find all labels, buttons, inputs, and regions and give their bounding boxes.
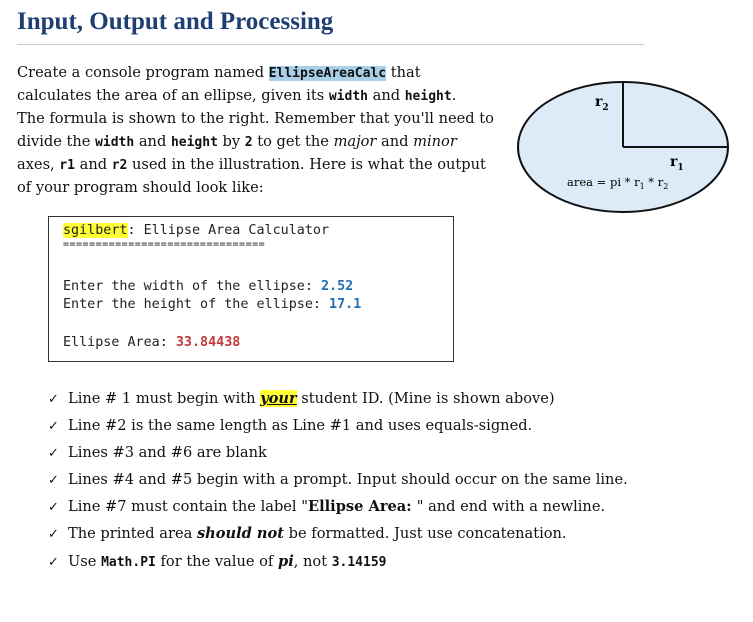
requirements-list <box>48 388 628 578</box>
list-item: ✓ Line # 1 must begin with your student ID. (Mine is shown above) <box>48 388 628 415</box>
checkmark-icon: ✓ <box>48 446 59 462</box>
list-item: ✓ Lines #4 and #5 begin with a prompt. Input should occur on the same line. <box>48 469 628 496</box>
list-item: ✓ Line #7 must contain the label "Ellipse Area: " and end with a newline. <box>48 496 628 523</box>
area-formula: area = pi * $r_1 * r_2$ <box>567 175 669 191</box>
intro-paragraph <box>17 62 513 199</box>
area-output-value: 33.84438 <box>175 335 241 350</box>
checkmark-icon: ✓ <box>48 419 59 435</box>
height-keyword: height <box>404 89 452 105</box>
checkmark-icon: ✓ <box>48 500 59 516</box>
console-line-2: =============================== <box>63 239 266 250</box>
console-line-5: Enter the height of the ellipse: 17.1 <box>63 297 362 312</box>
label-r2: $r_2$ <box>595 94 609 113</box>
console-line-1: sgilbert: Ellipse Area Calculator <box>63 223 330 238</box>
intro-line-6: of your program should look like: <box>17 179 264 197</box>
label-r1: $r_1$ <box>670 154 684 173</box>
intro-line-1: Create a console program named EllipseAreaCalc that <box>17 64 421 81</box>
list-item: ✓ Use Math.PI for the value of pi, not 3.14159 <box>48 551 628 578</box>
height-input-value: 17.1 <box>329 297 362 312</box>
list-item: ✓ Line #2 is the same length as Line #1 and uses equals-signed. <box>48 415 628 442</box>
checkmark-icon: ✓ <box>48 392 59 407</box>
list-item: ✓ The printed area should not be formatted. Just use concatenation. <box>48 523 628 550</box>
ellipse-diagram <box>515 40 747 216</box>
intro-line-3: The formula is shown to the right. Remember that you'll need to <box>17 110 494 128</box>
page-title: Input, Output and Processing <box>17 8 334 35</box>
width-keyword: width <box>328 89 368 105</box>
intro-line-5: axes, r1 and r2 used in the illustration. Here is what the output <box>17 155 486 173</box>
checkmark-icon: ✓ <box>48 554 59 570</box>
student-id: sgilbert <box>63 223 128 238</box>
checkmark-icon: ✓ <box>48 527 59 543</box>
width-input-value: 2.52 <box>320 279 354 294</box>
console-output-box <box>48 216 454 362</box>
list-item: ✓ Lines #3 and #6 are blank <box>48 442 628 469</box>
intro-line-4: divide the width and height by 2 to get the major and minor <box>17 132 457 150</box>
checkmark-icon: ✓ <box>48 473 59 489</box>
program-name: EllipseAreaCalc <box>268 66 387 81</box>
console-line-4: Enter the width of the ellipse: 2.52 <box>63 279 354 294</box>
intro-line-2: calculates the area of an ellipse, given its width and height. <box>17 87 457 105</box>
console-line-7: Ellipse Area: 33.84438 <box>63 335 241 350</box>
